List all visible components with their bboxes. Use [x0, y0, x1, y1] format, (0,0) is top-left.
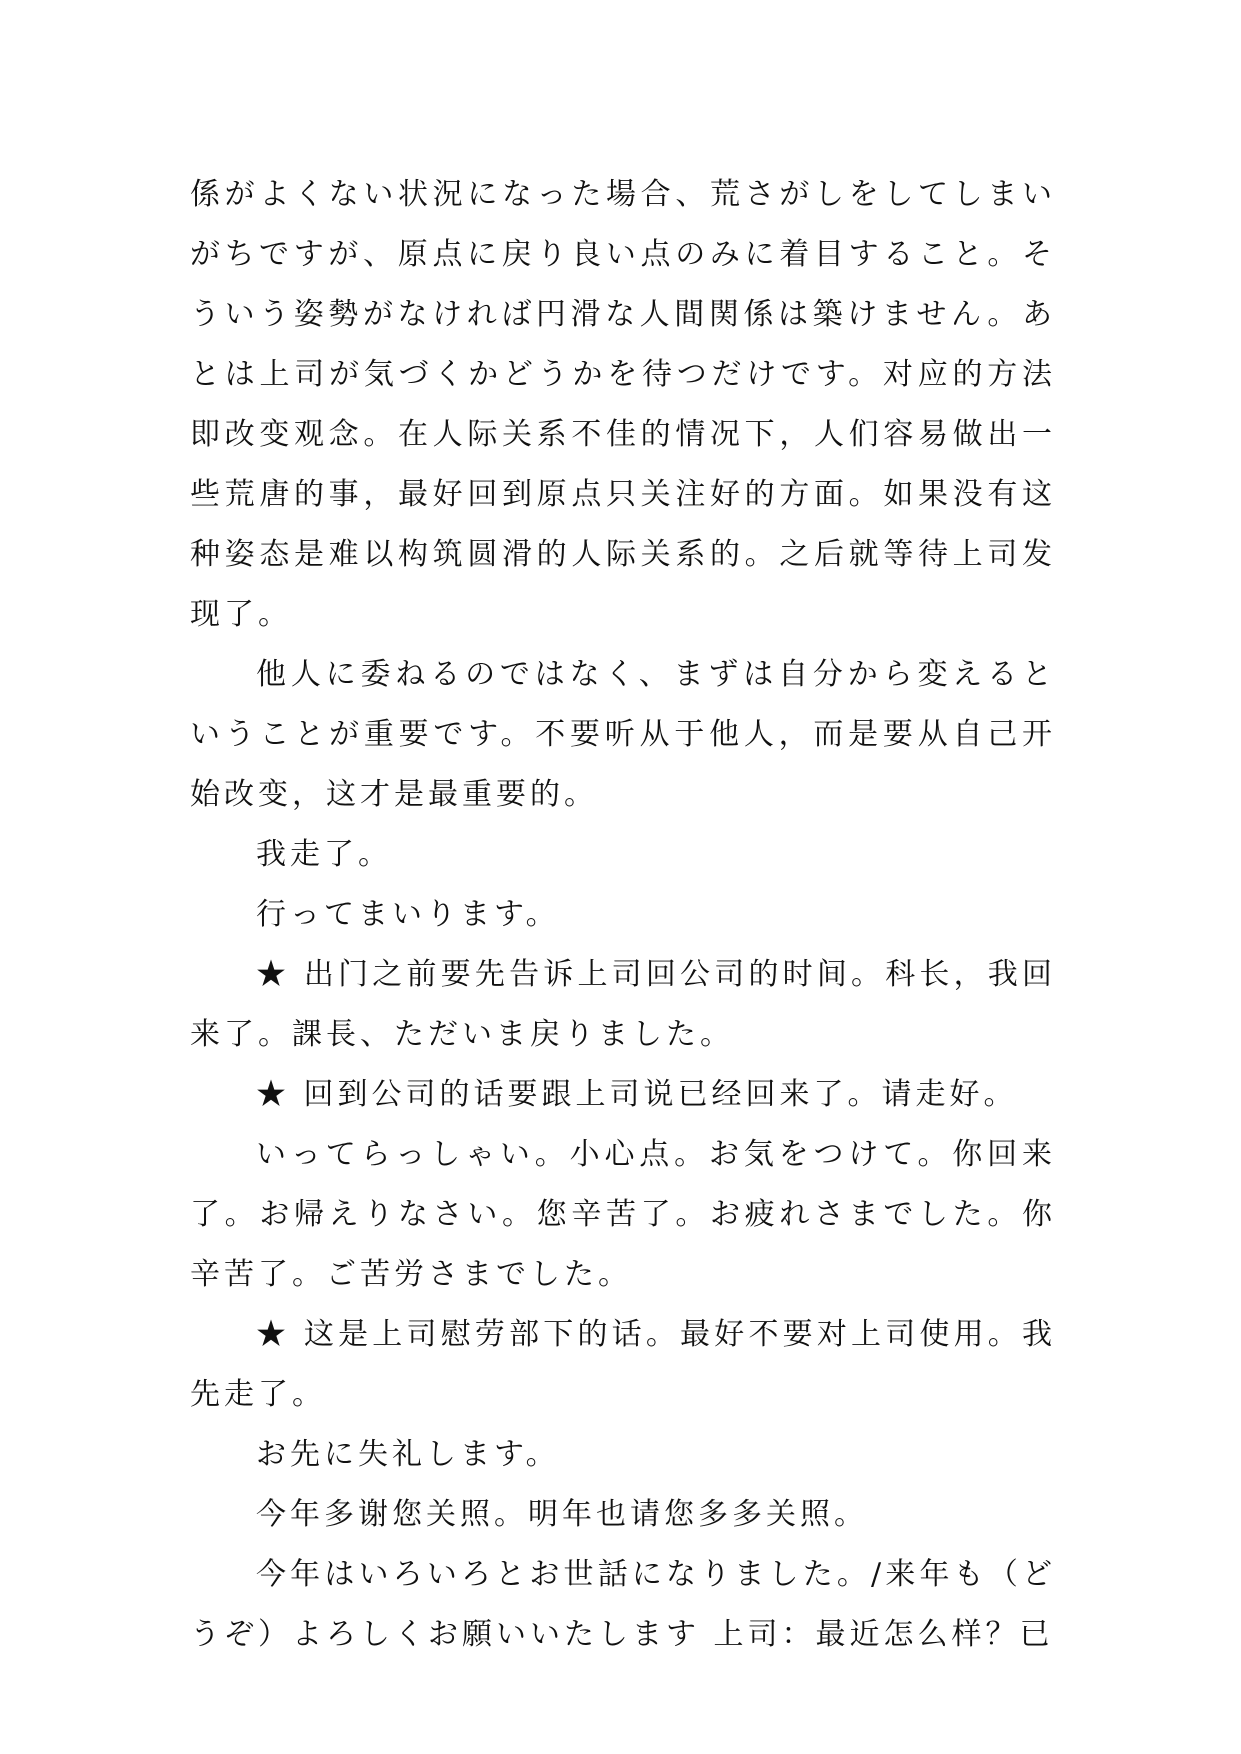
paragraph-greetings: いってらっしゃい。小心点。お気をつけて。你回来了。お帰えりなさい。您辛苦了。お疲れさまでした。你辛苦了。ご苦労さまでした。	[190, 1137, 1056, 1292]
paragraph-relationship-advice: 係がよくない状況になった場合、荒さがしをしてしまいがちですが、原点に戻り良い点のみに着目すること。そういう姿勢がなければ円滑な人間関係は築けません。あとは上司が気づくかどうかを待つだけです。对应的方法即改变观念。在人际关系不佳的情况下，人们容易做出一些荒唐的事，最好回到原点只关注好的方面。如果没有这种姿态是难以构筑圆滑的人际关系的。之后就等待上司发现了。	[190, 177, 1056, 632]
paragraph-superior-note: ★ 这是上司慰劳部下的话。最好不要对上司使用。我先走了。	[190, 1317, 1056, 1412]
paragraph-excuse-me: お先に失礼します。	[256, 1437, 560, 1472]
paragraph-leaving-jp: 行ってまいります。	[256, 897, 560, 932]
paragraph-returned-note: ★ 回到公司的话要跟上司说已经回来了。请走好。	[256, 1077, 1018, 1112]
paragraph-new-year-jp: 今年はいろいろとお世話になりました。/来年も（どうぞ）よろしくお願いいたします 上司：最近怎么样？已	[190, 1557, 1056, 1652]
paragraph-change-yourself: 他人に委ねるのではなく、まずは自分から変えるということが重要です。不要听从于他人，而是要从自己开始改变，这才是最重要的。	[190, 657, 1056, 812]
paragraph-new-year-cn: 今年多谢您关照。明年也请您多多关照。	[256, 1497, 868, 1532]
paragraph-return-time-note: ★ 出门之前要先告诉上司回公司的时间。科长，我回来了。課長、ただいま戻りました。	[190, 957, 1056, 1052]
paragraph-leaving-cn: 我走了。	[256, 837, 392, 872]
document-page	[190, 165, 1056, 1665]
